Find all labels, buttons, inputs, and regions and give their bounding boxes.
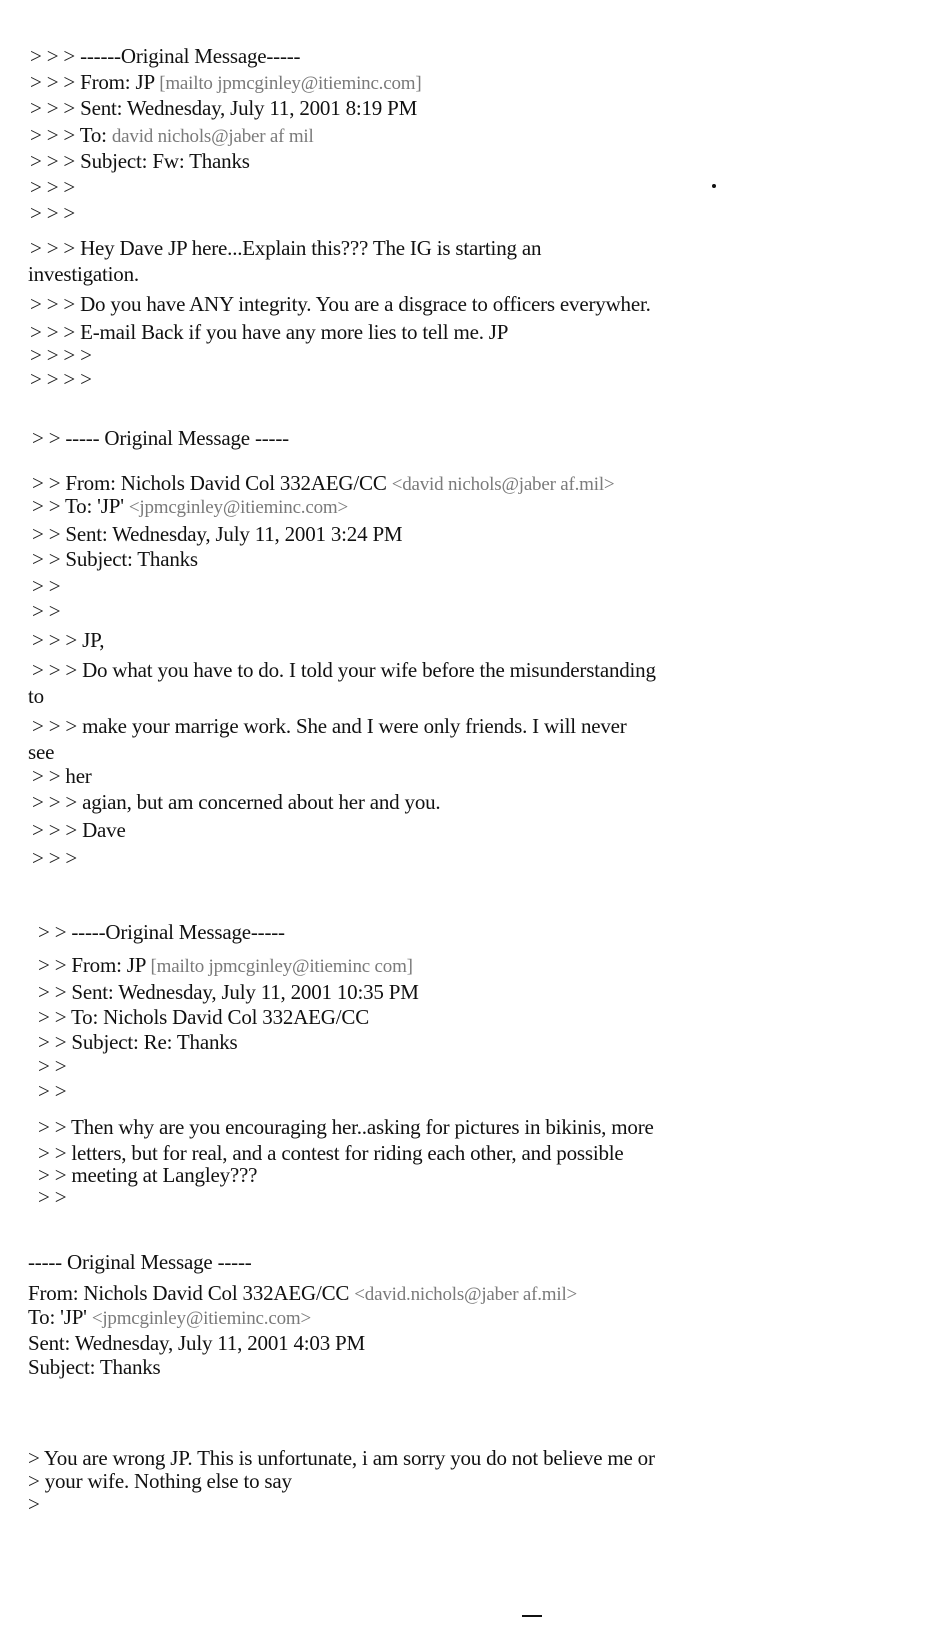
line-text: From: Nichols David Col 332AEG/CC [65, 471, 392, 495]
quote-marker: > > > [32, 790, 83, 814]
quote-marker: > > [38, 1079, 67, 1103]
line-text: make your marrige work. She and I were only friends. I will never [82, 714, 627, 738]
quote-marker: > > [32, 471, 66, 495]
email-line [32, 574, 60, 598]
quote-marker: > > > > [30, 343, 92, 367]
email-line [32, 494, 348, 520]
line-text: meeting at Langley??? [71, 1163, 258, 1187]
quote-marker: > > [38, 1115, 72, 1139]
line-text: -----Original Message----- [71, 920, 285, 944]
quote-marker: > > [32, 574, 61, 598]
quote-marker: > > [38, 1141, 72, 1165]
line-text: Subject: Re: Thanks [71, 1030, 238, 1054]
quote-marker: > > [38, 1030, 72, 1054]
quote-marker: > > [32, 599, 61, 623]
line-text: Do what you have to do. I told your wife before the misunderstanding [82, 658, 656, 682]
email-address: david nichols@jaber af mil [111, 125, 314, 147]
quote-marker: > [28, 1446, 44, 1470]
quote-marker: > > > [30, 292, 81, 316]
email-line [38, 1030, 238, 1054]
line-text: Subject: Thanks [65, 547, 198, 571]
email-line [32, 790, 440, 814]
email-line [28, 684, 44, 708]
email-line [30, 320, 508, 344]
email-line [30, 367, 92, 391]
email-address: <david nichols@jaber af.mil> [391, 474, 615, 495]
email-line [32, 522, 402, 546]
quote-marker: > > [32, 764, 66, 788]
email-line [32, 426, 289, 450]
line-text: to [28, 684, 44, 708]
line-text: Then why are you encouraging her..asking for pictures in bikinis, more [71, 1115, 654, 1139]
line-text: To: 'JP' [28, 1305, 92, 1329]
quote-marker: > > [32, 426, 66, 450]
email-address: [mailto jpmcginley@itieminc com] [150, 956, 413, 977]
email-address: <jpmcginley@itieminc.com> [128, 497, 348, 518]
email-line [32, 658, 656, 682]
email-line [30, 236, 541, 260]
quote-marker: > > > [30, 148, 81, 173]
email-line [28, 1469, 292, 1493]
email-line [28, 1281, 577, 1307]
email-line [32, 764, 92, 788]
email-line [30, 343, 92, 367]
email-line [28, 1250, 252, 1274]
email-line [30, 201, 75, 225]
line-text: Sent: Wednesday, July 11, 2001 3:24 PM [65, 522, 403, 546]
scan-speck [712, 184, 716, 188]
email-line [32, 628, 104, 652]
email-line [28, 1355, 161, 1379]
email-line [28, 1331, 365, 1355]
quote-marker: > > > > [30, 367, 92, 391]
email-line [38, 953, 413, 979]
email-line [38, 1163, 257, 1187]
line-text: You are wrong JP. This is unfortunate, i am sorry you do not believe me or [43, 1446, 655, 1470]
line-text: Subject: Fw: Thanks [80, 148, 250, 173]
line-text: Hey Dave JP here...Explain this??? The IG is starting an [80, 236, 542, 260]
email-line [30, 123, 314, 149]
quote-marker: > > > [30, 122, 80, 147]
email-line [30, 96, 417, 120]
quote-marker: > > [32, 494, 66, 518]
quote-marker: > > [38, 1185, 67, 1209]
line-text: To: Nichols David Col 332AEG/CC [71, 1005, 370, 1029]
quote-marker: > [28, 1492, 40, 1516]
page-mark [522, 1615, 542, 1617]
email-line [38, 1115, 654, 1139]
quote-marker: > > [38, 1005, 72, 1029]
quote-marker: > [28, 1469, 45, 1493]
quote-marker: > > [38, 953, 72, 977]
quote-marker: > > > [30, 70, 81, 95]
quote-marker: > > > [32, 628, 83, 652]
line-text: From: Nichols David Col 332AEG/CC [28, 1281, 355, 1305]
line-text: JP, [82, 628, 105, 652]
quote-marker: > > [38, 1163, 72, 1187]
line-text: To: [79, 122, 112, 147]
line-text: Subject: Thanks [28, 1355, 161, 1379]
quote-marker: > > [38, 920, 72, 944]
email-line [38, 980, 419, 1004]
quote-marker: > > > [30, 175, 76, 199]
email-line [32, 818, 126, 842]
quote-marker: > > > [30, 320, 81, 344]
line-text: From: JP [80, 70, 160, 95]
quote-marker: > > > [30, 96, 81, 121]
quote-marker: > > > [30, 236, 81, 260]
line-text: ----- Original Message ----- [65, 426, 289, 450]
line-text: letters, but for real, and a contest for riding each other, and possible [71, 1141, 624, 1165]
line-text: Sent: Wednesday, July 11, 2001 4:03 PM [28, 1331, 366, 1355]
email-line [30, 70, 421, 96]
line-text: your wife. Nothing else to say [44, 1469, 292, 1493]
quote-marker: > > > [32, 658, 83, 682]
line-text: Do you have ANY integrity. You are a disgrace to officers everywher. [80, 292, 651, 316]
quote-marker: > > [32, 522, 66, 546]
line-text: Sent: Wednesday, July 11, 2001 10:35 PM [71, 980, 419, 1004]
email-line [38, 1054, 66, 1078]
quote-marker: > > [32, 547, 66, 571]
line-text: From: JP [71, 953, 151, 977]
email-line [38, 1185, 66, 1209]
line-text: Dave [82, 818, 126, 842]
line-text: E-mail Back if you have any more lies to tell me. JP [80, 320, 509, 344]
quote-marker: > > > [32, 818, 83, 842]
email-line [32, 714, 627, 738]
line-text: investigation. [28, 262, 139, 286]
email-line [30, 175, 75, 199]
line-text: To: 'JP' [65, 494, 129, 518]
email-line [28, 1305, 311, 1331]
email-address: <jpmcginley@itieminc.com> [91, 1308, 311, 1329]
email-line [32, 547, 198, 571]
email-line [30, 149, 250, 173]
email-line [28, 1446, 655, 1470]
email-address: <david.nichols@jaber af.mil> [354, 1284, 578, 1305]
line-text: agian, but am concerned about her and you. [82, 790, 441, 814]
email-line [38, 1079, 66, 1103]
email-line [38, 1005, 369, 1029]
quote-marker: > > [38, 980, 72, 1004]
email-line [28, 740, 54, 764]
email-line [28, 262, 139, 286]
email-line [28, 1492, 40, 1516]
quote-marker: > > [38, 1054, 67, 1078]
email-address: [mailto jpmcginley@itieminc.com] [159, 73, 422, 95]
email-line [32, 599, 60, 623]
line-text: see [28, 740, 55, 764]
email-line [32, 846, 77, 870]
email-line [38, 920, 285, 944]
email-line [38, 1141, 624, 1165]
quote-marker: > > > [30, 201, 76, 226]
quote-marker: > > > [32, 846, 78, 870]
line-text: ----- Original Message ----- [28, 1250, 252, 1274]
email-line [30, 44, 300, 68]
quote-marker: > > > [32, 714, 83, 738]
line-text: Sent: Wednesday, July 11, 2001 8:19 PM [80, 96, 418, 121]
line-text: ------Original Message----- [80, 44, 301, 68]
line-text: her [65, 764, 92, 788]
email-line [30, 292, 651, 316]
quote-marker: > > > [30, 44, 81, 68]
